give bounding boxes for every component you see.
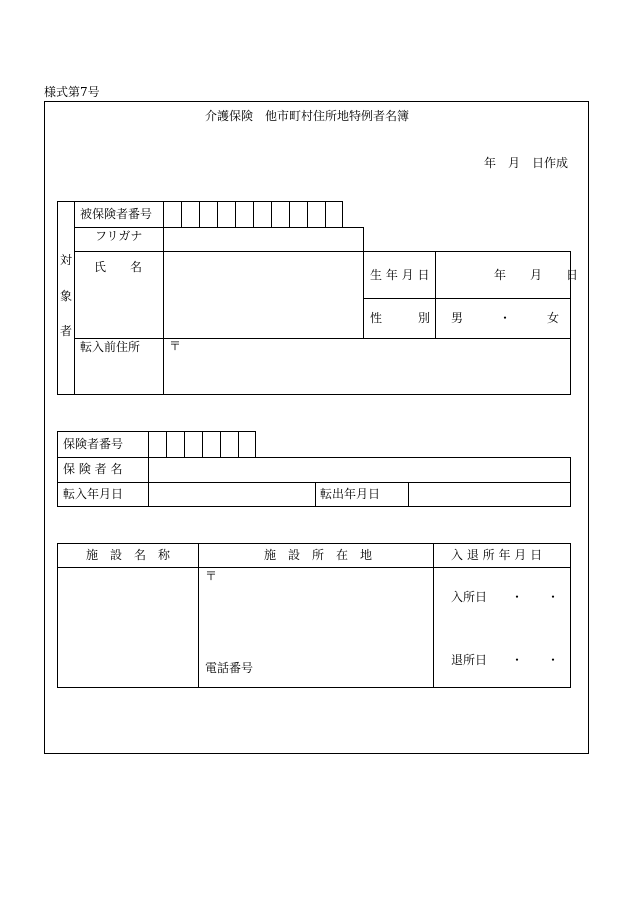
insured-number-label: 被保険者番号	[80, 207, 153, 221]
furigana-input[interactable]	[164, 228, 363, 251]
name-label: 氏 名	[94, 260, 143, 274]
insured-number-cells[interactable]	[163, 201, 343, 228]
phone-label: 電話番号	[205, 661, 254, 675]
insurer-number-label: 保険者番号	[63, 437, 124, 451]
digit-cell	[271, 202, 289, 228]
digit-cell	[307, 202, 325, 228]
facility-name-input[interactable]	[58, 568, 198, 687]
digit-cell	[199, 202, 217, 228]
insurer-number-cells[interactable]	[148, 431, 256, 458]
sex-label: 性 別	[370, 311, 431, 325]
digit-cell	[166, 432, 184, 458]
prev-address-input[interactable]	[164, 339, 570, 394]
move-in-input[interactable]	[149, 483, 315, 506]
digit-cell	[163, 202, 181, 228]
facility-address-header: 施 設 所 在 地	[264, 548, 373, 562]
side-label-1: 対	[60, 253, 73, 267]
page-title: 介護保険 他市町村住所地特例者名簿	[205, 109, 410, 123]
digit-cell	[238, 432, 256, 458]
move-in-label: 転入年月日	[63, 487, 124, 501]
digit-cell	[220, 432, 238, 458]
digit-cell	[202, 432, 220, 458]
digit-cell	[235, 202, 253, 228]
admission-date[interactable]: 入所日 ・ ・	[451, 590, 560, 604]
digit-cell	[148, 432, 166, 458]
side-label-3: 者	[60, 324, 73, 338]
insurer-name-input[interactable]	[149, 458, 570, 481]
digit-cell	[253, 202, 271, 228]
sex-value[interactable]: 男 ・ 女	[451, 311, 560, 325]
move-out-input[interactable]	[409, 483, 570, 506]
facility-postal-mark: 〒	[205, 569, 218, 583]
digit-cell	[325, 202, 343, 228]
creation-date: 年 月 日作成	[484, 156, 569, 170]
digit-cell	[289, 202, 307, 228]
prev-address-label: 転入前住所	[80, 340, 141, 354]
facility-name-header: 施 設 名 称	[86, 548, 171, 562]
form-number: 様式第7号	[44, 85, 100, 99]
birthdate-label: 生 年 月 日	[370, 268, 430, 282]
digit-cell	[217, 202, 235, 228]
digit-cell	[181, 202, 199, 228]
facility-address-input[interactable]	[199, 568, 433, 687]
move-out-label: 転出年月日	[320, 487, 381, 501]
discharge-date[interactable]: 退所日 ・ ・	[451, 653, 560, 667]
digit-cell	[184, 432, 202, 458]
insurer-name-label: 保 険 者 名	[63, 462, 123, 476]
furigana-label: フリガナ	[95, 229, 143, 243]
name-input[interactable]	[164, 252, 363, 337]
facility-dates-header: 入 退 所 年 月 日	[451, 548, 543, 562]
side-label-2: 象	[60, 289, 73, 303]
postal-mark: 〒	[169, 339, 182, 353]
birthdate-value[interactable]: 年 月 日	[494, 268, 579, 282]
